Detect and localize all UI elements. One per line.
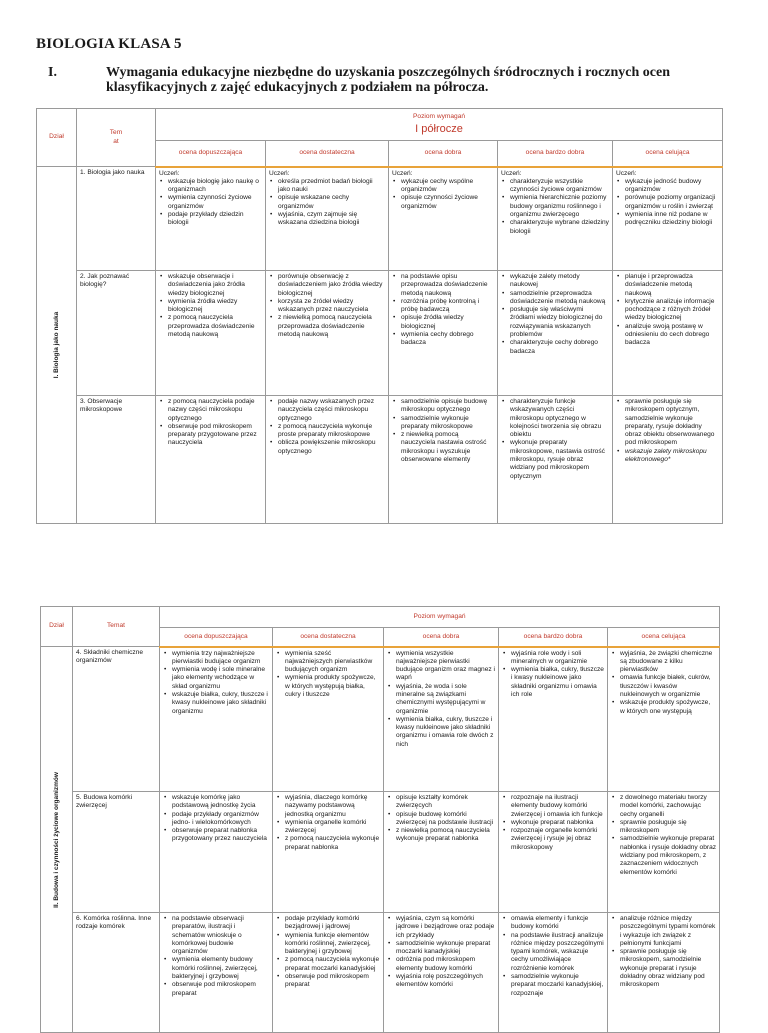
requirement-item: • korzysta ze źródeł wiedzy wskazanych przez nauczyciela	[269, 298, 385, 315]
requirement-cell: Uczeń: • wskazuje biologię jako naukę o organizmach • wymienia czynności życiowe organizmów • podaje przykłady dziedzin biologii	[156, 167, 266, 271]
requirements-table-semester-1	[36, 108, 723, 524]
requirement-item: • wymienia cechy dobrego badacza	[392, 331, 494, 348]
requirement-item: • na podstawie obserwacji preparatów, ilustracji i schematów wnioskuje o komórkowej budowie organizmów	[163, 915, 269, 956]
requirement-cell	[156, 396, 266, 524]
requirement-item: • analizuje różnice między poszczególnymi typami komórek i wykazuje ich związek z pełnionymi funkcjami	[611, 915, 716, 948]
topic-cell: 4. Składniki chemiczne organizmów	[73, 647, 160, 792]
topic-cell: 5. Budowa komórki zwierzęcej	[73, 792, 160, 913]
requirement-item: • wymienia organelle komórki zwierzęcej	[276, 819, 380, 836]
requirement-item: • wyjaśnia, że woda i sole mineralne są związkami chemicznymi występującymi w organizmie	[387, 683, 495, 716]
requirement-item: • obserwuje pod mikroskopem preparat	[163, 981, 269, 998]
requirement-item: • charakteryzuje wybrane dziedziny biologii	[501, 219, 609, 236]
requirement-item: • samodzielnie przeprowadza doświadczenie metodą naukową	[501, 290, 609, 307]
requirement-item: • wymienia funkcje elementów komórki roślinnej, zwierzęcej, bakteryjnej i grzybowej	[276, 932, 380, 957]
requirement-item: • wykonuje preparat nabłonka	[502, 819, 604, 827]
requirement-cell	[499, 647, 608, 792]
requirement-item: • wymienia sześć najważniejszych pierwiastków budujących organizm	[276, 650, 380, 675]
section-number: I.	[48, 65, 57, 80]
document-title: BIOLOGIA KLASA 5	[36, 36, 182, 52]
requirement-item: • planuje i przeprowadza doświadczenie metodą naukową	[616, 273, 719, 298]
requirement-item: • samodzielnie wykonuje preparat moczarki kanadyjskiej, rozpoznaje	[502, 973, 604, 998]
requirement-item: • z pomocą nauczyciela wykonuje preparat moczarki kanadyjskiej	[276, 956, 380, 973]
requirement-cell	[498, 396, 613, 524]
requirement-cell	[613, 396, 723, 524]
requirement-item: • wskazuje komórkę jako podstawową jednostkę życia	[163, 794, 269, 811]
requirement-item: • podaje przykłady organizmów jedno- i wielokomórkowych	[163, 811, 269, 828]
requirement-item: • podaje nazwy wskazanych przez nauczyciela części mikroskopu optycznego	[269, 398, 385, 423]
requirement-item: • wyjaśnia rolę poszczególnych elementów komórki	[387, 973, 495, 990]
requirement-item: • opisuje wskazane cechy organizmów	[269, 194, 385, 211]
level-dostateczna: ocena dostateczna	[266, 141, 389, 167]
requirement-item: • samodzielnie wykonuje preparat nabłonka i rysuje dokładny obraz widziany pod mikroskopem, z zaznaczeniem widocznych elementów komórki	[611, 835, 716, 876]
requirement-cell	[266, 271, 389, 396]
section-label: I. Biologia jako nauka	[52, 311, 60, 379]
requirement-cell: Uczeń: • wykazuje cechy wspólne organizmów • opisuje czynności życiowe organizmów	[389, 167, 498, 271]
requirement-item: • wskazuje biologię jako naukę o organizmach	[159, 178, 262, 195]
level-dopuszczajaca: ocena dopuszczająca	[156, 141, 266, 167]
requirement-cell	[613, 271, 723, 396]
requirement-item: • na podstawie opisu przeprowadza doświadczenie metodą naukową	[392, 273, 494, 298]
requirement-item: • charakteryzuje cechy dobrego badacza	[501, 339, 609, 356]
requirement-item: • sprawnie posługuje się mikroskopem optycznym, samodzielnie wykonuje preparaty, rysuje dokładny obraz obiektu obserwowanego pod mikroskopem	[616, 398, 719, 448]
requirement-item: • wyjaśnia role wody i soli mineralnych w organizmie	[502, 650, 604, 667]
requirement-item: • porównuje poziomy organizacji organizmów u roślin i zwierząt	[616, 194, 719, 211]
section-cell	[37, 167, 77, 524]
requirement-item: • z dowolnego materiału tworzy model komórki, zachowując cechy organelli	[611, 794, 716, 819]
requirement-item: • opisuje źródła wiedzy biologicznej	[392, 314, 494, 331]
requirement-cell	[156, 271, 266, 396]
requirement-item: • omawia elementy i funkcje budowy komórki	[502, 915, 604, 932]
requirement-item: • wskazuje produkty spożywcze, w których one występują	[611, 699, 716, 716]
header-poziom-wymagan: Poziom wymagań	[160, 607, 720, 628]
requirement-item: • porównuje obserwację z doświadczeniem jako źródła wiedzy biologicznej	[269, 273, 385, 298]
requirement-item: • krytycznie analizuje informacje pochodzące z różnych źródeł wiedzy biologicznej	[616, 298, 719, 323]
requirement-item: • wyjaśnia, dlaczego komórkę nazywamy podstawową jednostką organizmu	[276, 794, 380, 819]
topic-cell: 6. Komórka roślinna. Inne rodzaje komórek	[73, 913, 160, 1033]
requirement-item: • z niewielką pomocą nauczyciela nastawia ostrość mikroskopu i wyszukuje obserwowane elementy	[392, 431, 494, 464]
level-celujaca: ocena celująca	[608, 628, 720, 647]
requirement-item: • z pomocą nauczyciela przeprowadza doświadczenie metodą naukową	[159, 314, 262, 339]
requirement-item: • wskazuje zalety mikroskopu elektronowego*	[616, 448, 719, 465]
requirement-cell	[389, 396, 498, 524]
topic-cell: 1. Biologia jako nauka	[77, 167, 156, 271]
requirement-item: • wskazuje białka, cukry, tłuszcze i kwasy nukleinowe jako składniki organizmu	[163, 691, 269, 716]
requirement-item: • wyjaśnia, że związki chemiczne są zbudowane z kilku pierwiastków	[611, 650, 716, 675]
requirement-item: • wymienia wszystkie najważniejsze pierwiastki budujące organizm oraz magnez i wapń	[387, 650, 495, 683]
requirement-cell	[160, 792, 273, 913]
requirement-item: • wymienia czynności życiowe organizmów	[159, 194, 262, 211]
requirement-cell	[273, 792, 384, 913]
requirements-table-section-2	[40, 606, 720, 1033]
requirement-item: • na podstawie ilustracji analizuje różnice między poszczególnymi typami komórek, wskazuje cechy umożliwiające rozróżnienie komórek	[502, 932, 604, 973]
requirement-item: • obserwuje preparat nabłonka przygotowany przez nauczyciela	[163, 827, 269, 844]
level-dobra: ocena dobra	[384, 628, 499, 647]
requirement-item: • rozpoznaje na ilustracji elementy budowy komórki zwierzęcej i omawia ich funkcje	[502, 794, 604, 819]
section-cell	[41, 647, 73, 1033]
requirement-cell	[608, 647, 720, 792]
requirement-item: • z niewielką pomocą nauczyciela przeprowadza doświadczenie metodą naukową	[269, 314, 385, 339]
section-heading: Wymagania edukacyjne niezbędne do uzyskania poszczególnych śródrocznych i rocznych ocen klasyfikacyjnych z zajęć edukacyjnych z podziałem na półrocza.	[106, 65, 671, 95]
section-label: II. Budowa i czynności życiowe organizmów	[52, 771, 60, 908]
requirement-cell	[273, 647, 384, 792]
requirement-item: • sprawnie posługuje się mikroskopem	[611, 819, 716, 836]
requirement-cell	[608, 913, 720, 1033]
requirement-item: • wymienia białka, cukry, tłuszcze i kwasy nukleinowe jako składniki organizmu i omawia role dwóch z nich	[387, 716, 495, 749]
requirement-item: • samodzielnie opisuje budowę mikroskopu optycznego	[392, 398, 494, 415]
requirement-cell	[498, 271, 613, 396]
requirement-item: • wymienia hierarchicznie poziomy budowy organizmu roślinnego i organizmu zwierzęcego	[501, 194, 609, 219]
level-celujaca: ocena celująca	[613, 141, 723, 167]
header-temat: Tem at	[77, 109, 156, 167]
topic-cell: 2. Jak poznawać biologię?	[77, 271, 156, 396]
level-dobra: ocena dobra	[389, 141, 498, 167]
header-semester: I półrocze	[415, 122, 463, 135]
requirement-item: • opisuje kształty komórek zwierzęcych	[387, 794, 495, 811]
requirement-item: • samodzielnie wykonuje preparaty mikroskopowe	[392, 415, 494, 432]
requirement-item: • wymienia inne niż podane w podręczniku dziedziny biologii	[616, 211, 719, 228]
header-temat: Temat	[73, 607, 160, 647]
requirement-item: • obserwuje pod mikroskopem preparaty przygotowane przez nauczyciela	[159, 423, 262, 448]
level-bardzo-dobra: ocena bardzo dobra	[499, 628, 608, 647]
requirement-item: • wymienia wodę i sole mineralne jako elementy wchodzące w skład organizmu	[163, 666, 269, 691]
requirement-item: • wymienia produkty spożywcze, w których występują białka, cukry i tłuszcze	[276, 674, 380, 699]
requirement-item: • charakteryzuje wszystkie czynności życiowe organizmów	[501, 178, 609, 195]
requirement-item: • opisuje budowę komórki zwierzęcej na podstawie ilustracji	[387, 811, 495, 828]
header-poziom-wymagan: Poziom wymagań I półrocze	[156, 109, 723, 141]
requirement-item: • wymienia trzy najważniejsze pierwiastki budujące organizm	[163, 650, 269, 667]
requirement-item: • rozpoznaje organelle komórki zwierzęcej i rysuje jej obraz mikroskopowy	[502, 827, 604, 852]
requirement-cell	[389, 271, 498, 396]
requirement-item: • wymienia źródła wiedzy biologicznej	[159, 298, 262, 315]
requirement-item: • wykazuje jedność budowy organizmów	[616, 178, 719, 195]
requirement-item: • wymienia elementy budowy komórki roślinnej, zwierzęcej, bakteryjnej i grzybowej	[163, 956, 269, 981]
requirement-item: • określa przedmiot badań biologii jako nauki	[269, 178, 385, 195]
level-bardzo-dobra: ocena bardzo dobra	[498, 141, 613, 167]
topic-cell: 3. Obserwacje mikroskopowe	[77, 396, 156, 524]
requirement-cell	[384, 647, 499, 792]
requirement-cell: Uczeń: • określa przedmiot badań biologii jako nauki • opisuje wskazane cechy organizmów • wyjaśnia, czym zajmuje się wskazana dziedzina biologii	[266, 167, 389, 271]
requirement-item: • sprawnie posługuje się mikroskopem, samodzielnie wykonuje preparat i rysuje dokładny obraz widziany pod mikroskopem	[611, 948, 716, 989]
requirement-item: • analizuje swoją postawę w odniesieniu do cech dobrego badacza	[616, 323, 719, 348]
requirement-item: • rozróżnia próbę kontrolną i próbę badawczą	[392, 298, 494, 315]
requirement-item: • opisuje czynności życiowe organizmów	[392, 194, 494, 211]
requirement-item: • samodzielnie wykonuje preparat moczarki kanadyjskiej	[387, 940, 495, 957]
requirement-item: • wykazuje zalety metody naukowej	[501, 273, 609, 290]
requirement-cell	[384, 913, 499, 1033]
requirement-item: • wyjaśnia, czym zajmuje się wskazana dziedzina biologii	[269, 211, 385, 228]
requirement-item: • wykazuje cechy wspólne organizmów	[392, 178, 494, 195]
requirement-cell	[273, 913, 384, 1033]
requirement-item: • wyjaśnia, czym są komórki jądrowe i bezjądrowe oraz podaje ich przykłady	[387, 915, 495, 940]
requirement-item: • wykonuje preparaty mikroskopowe, nastawia ostrość mikroskopu, rysuje obraz widziany pod mikroskopem optycznym	[501, 439, 609, 480]
requirement-item: • z pomocą nauczyciela wykonuje proste preparaty mikroskopowe	[269, 423, 385, 440]
requirement-item: • z pomocą nauczyciela podaje nazwy części mikroskopu optycznego	[159, 398, 262, 423]
requirement-item: • obserwuje pod mikroskopem preparat	[276, 973, 380, 990]
requirement-cell	[384, 792, 499, 913]
requirement-item: • z niewielką pomocą nauczyciela wykonuje preparat nabłonka	[387, 827, 495, 844]
requirement-item: • charakteryzuje funkcje wskazywanych części mikroskopu optycznego w kolejności tworzenia się obrazu obiektu	[501, 398, 609, 439]
requirement-item: • wskazuje obserwacje i doświadczenia jako źródła wiedzy biologicznej	[159, 273, 262, 298]
requirement-item: • omawia funkcje białek, cukrów, tłuszczów i kwasów nukleinowych w organizmie	[611, 674, 716, 699]
requirement-cell	[266, 396, 389, 524]
requirement-item: • odróżnia pod mikroskopem elementy budowy komórki	[387, 956, 495, 973]
requirement-item: • z pomocą nauczyciela wykonuje preparat nabłonka	[276, 835, 380, 852]
requirement-cell	[160, 647, 273, 792]
requirement-cell	[499, 913, 608, 1033]
requirement-cell	[499, 792, 608, 913]
requirement-cell: Uczeń: • wykazuje jedność budowy organizmów • porównuje poziomy organizacji organizmów u roślin i zwierząt • wymienia inne niż podane w podręczniku dziedziny biologii	[613, 167, 723, 271]
requirement-cell	[160, 913, 273, 1033]
requirement-item: • podaje przykłady komórki bezjądrowej i jądrowej	[276, 915, 380, 932]
requirement-cell	[608, 792, 720, 913]
requirement-item: • posługuje się właściwymi źródłami wiedzy biologicznej do rozwiązywania wskazanych problemów	[501, 306, 609, 339]
level-dostateczna: ocena dostateczna	[273, 628, 384, 647]
requirement-item: • wymienia białka, cukry, tłuszcze i kwasy nukleinowe jako składniki organizmu i omawia ich role	[502, 666, 604, 699]
requirement-item: • podaje przykłady dziedzin biologii	[159, 211, 262, 228]
requirement-item: • oblicza powiększenie mikroskopu optycznego	[269, 439, 385, 456]
requirement-cell: Uczeń: • charakteryzuje wszystkie czynności życiowe organizmów • wymienia hierarchicznie poziomy budowy organizmu roślinnego i organizmu zwierzęcego • charakteryzuje wybrane dziedziny biologii	[498, 167, 613, 271]
header-dzial: Dział	[41, 607, 73, 647]
level-dopuszczajaca: ocena dopuszczająca	[160, 628, 273, 647]
header-dzial: Dział	[37, 109, 77, 167]
